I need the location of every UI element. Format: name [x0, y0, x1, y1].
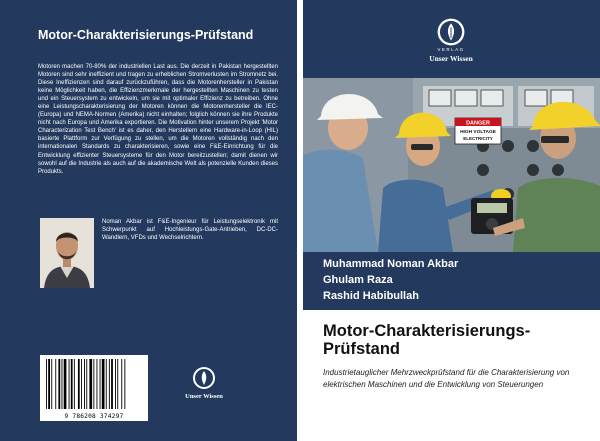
barcode-digits: 9 786208 374297	[64, 413, 124, 420]
barcode-bars	[40, 355, 148, 413]
back-publisher-name: Unser Wissen	[185, 393, 223, 400]
publisher-tagline: VERLAG	[437, 47, 465, 52]
isbn-barcode	[40, 355, 148, 421]
front-publisher-name: Unser Wissen	[429, 54, 473, 63]
sign-line-3: ELECTRICITY	[463, 136, 493, 141]
publisher-emblem-icon	[437, 18, 465, 46]
back-cover-blurb: Motoren machen 70-80% der industriellen Last aus. Die derzeit in Pakistan hergestellten Motoren sind sehr ineffizient und tragen zu erheblichen Stromverlusten im Stromnetz bei. Diese Ineffizienzen sind darauf zurückzuführen, dass die Motorenhersteller in Pakistan keine Möglichkeit haben, die Effizienzmerkmale der hergestellten Maschinen zu testen und ein Steuersystem zu entwickeln, um sie mit optimaler Effizienz zu betreiben. Ohne eine Leistungscharakterisierung der Motoren können die Motorenhersteller die IEC- (Europa) und NEMA-Normen (Amerika) nicht einhalten; folglich können sie ihre Produkte nicht nach Europa und Amerika exportieren. Die Motivation hinter unserem Projekt 'Motor Characterization Test Bench' ist es daher, den Herstellern eine Hardware-in-Loop (HIL) basierte Plattform zur Verfügung zu stellen, um die Motoren vollständig nach den internationalen Standards zu charakterisieren, sowie eine F&E-Einrichtung für die Entwicklung effizienter Steuersysteme für den Motor bereitzustellen; damit dienen wir sowohl auf die Industrie als auch auf die akademische Welt als potenzielle Kunden dieses Produkts.	[38, 64, 278, 175]
sign-line-2: HIGH VOLTAGE	[460, 130, 496, 135]
author-name-2: Ghulam Raza	[323, 274, 393, 286]
front-cover-subtitle: Industrietauglicher Mehrzweckprüfstand für die Charakterisierung von elektrischen Maschinen und die Entwicklung von Steuerungen	[323, 368, 570, 389]
cover-photo	[303, 78, 600, 252]
back-cover	[0, 0, 297, 441]
publisher-emblem-icon	[192, 366, 216, 390]
front-cover	[303, 0, 600, 441]
front-cover-title: Motor-Charakterisierungs-Prüfstand	[323, 322, 531, 358]
back-publisher-logo	[176, 366, 232, 406]
author-photo	[40, 218, 94, 288]
author-name-1: Muhammad Noman Akbar	[323, 258, 459, 270]
sign-line-1: DANGER	[466, 120, 490, 127]
author-band	[303, 252, 600, 310]
front-publisher-logo	[421, 18, 481, 70]
front-top-band	[303, 0, 600, 78]
author-bio: Noman Akbar ist F&E-Ingenieur für Leistungselektronik mit Schwerpunkt auf Hochleistungs-Gate-Antrieben, DC-DC-Wandlern, VFDs und Wechselrichtern.	[102, 219, 278, 242]
author-name-3: Rashid Habibullah	[323, 290, 419, 302]
back-cover-title: Motor-Charakterisierungs-Prüfstand	[38, 28, 254, 42]
